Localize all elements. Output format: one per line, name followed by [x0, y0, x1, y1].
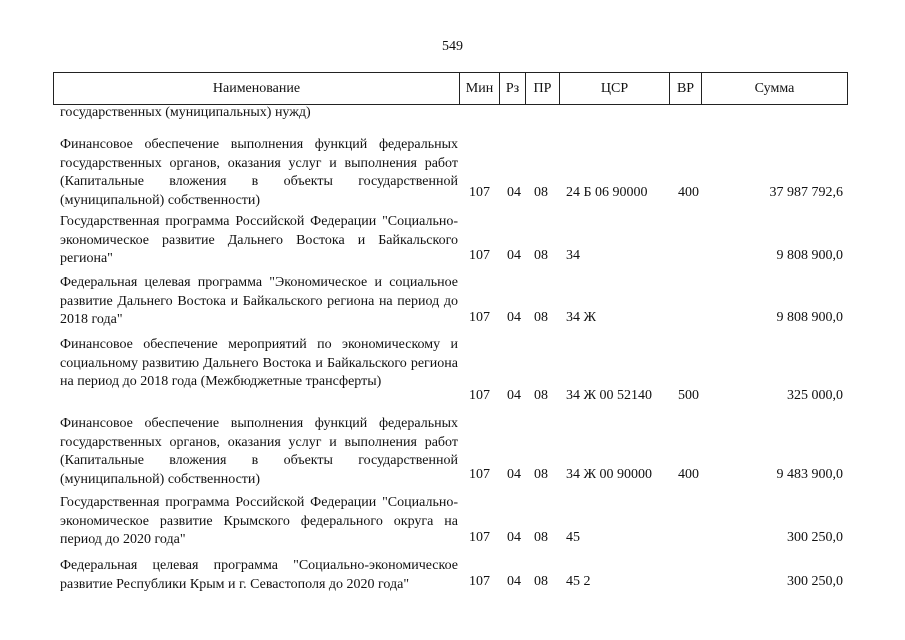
row-min: 107: [469, 310, 490, 325]
row-name: Федеральная целевая программа "Социально-экономическое развитие Республики Крым и г. Севастополя до 2020 года": [60, 558, 458, 592]
row-rz: 04: [507, 530, 521, 545]
row-csr: 34 Ж 00 52140: [566, 388, 653, 403]
table-row: [0, 494, 905, 547]
header-sum: Сумма: [754, 81, 795, 96]
table-row: [0, 274, 905, 327]
continuation-text: государственных (муниципальных) нужд): [60, 105, 311, 120]
row-vr: 400: [678, 467, 699, 482]
row-rz: 04: [507, 248, 521, 263]
table-row: [0, 557, 905, 591]
header-name: Наименование: [54, 73, 460, 104]
row-pr: 08: [534, 530, 548, 545]
table-row: [0, 136, 905, 208]
row-csr: 34: [566, 248, 580, 263]
row-csr: 34 Ж 00 90000: [566, 467, 653, 482]
row-rz: 04: [507, 185, 521, 200]
table-row: [0, 415, 905, 487]
table-row: [0, 336, 905, 405]
header-pr: ПР: [526, 73, 560, 104]
row-sum: 300 250,0: [787, 530, 843, 545]
row-min: 107: [469, 530, 490, 545]
row-name: Финансовое обеспечение мероприятий по экономическому и социальному развитию Дальнего Востока и Байкальского региона на период до 2018 года (Межбюджетные трансферты): [60, 337, 458, 389]
header-vr: ВР: [670, 73, 702, 104]
row-pr: 08: [534, 185, 548, 200]
row-sum: 300 250,0: [787, 574, 843, 589]
table-row: [0, 213, 905, 265]
row-pr: 08: [534, 310, 548, 325]
row-pr: 08: [534, 467, 548, 482]
row-min: 107: [469, 574, 490, 589]
row-min: 107: [469, 248, 490, 263]
table-header: [53, 72, 848, 105]
row-vr: 500: [678, 388, 699, 403]
row-sum: 9 808 900,0: [776, 248, 843, 263]
row-csr: 34 Ж: [566, 310, 597, 325]
row-sum: 9 483 900,0: [776, 467, 843, 482]
row-min: 107: [469, 467, 490, 482]
row-name: Государственная программа Российской Федерации "Социально-экономическое развитие Дальнего Востока и Байкальского региона": [60, 214, 458, 266]
row-rz: 04: [507, 574, 521, 589]
row-rz: 04: [507, 467, 521, 482]
row-vr: 400: [678, 185, 699, 200]
row-pr: 08: [534, 248, 548, 263]
row-name: Финансовое обеспечение выполнения функций федеральных государственных органов, оказания услуг и выполнения работ (Капитальные вложения в объекты государственной (муниципальной) собственности): [60, 416, 458, 487]
row-sum: 9 808 900,0: [776, 310, 843, 325]
header-rz: Рз: [500, 73, 526, 104]
continuation-row: [0, 104, 905, 123]
row-min: 107: [469, 388, 490, 403]
page-number: 549: [442, 39, 463, 54]
row-sum: 325 000,0: [787, 388, 843, 403]
row-rz: 04: [507, 388, 521, 403]
row-name: Федеральная целевая программа "Экономическое и социальное развитие Дальнего Востока и Байкальского региона на период до 2018 года": [60, 275, 458, 327]
header-min: Мин: [460, 73, 500, 104]
row-csr: 24 Б 06 90000: [566, 185, 648, 200]
header-csr: ЦСР: [560, 73, 670, 104]
row-csr: 45: [566, 530, 580, 545]
row-csr: 45 2: [566, 574, 591, 589]
row-pr: 08: [534, 388, 548, 403]
row-min: 107: [469, 185, 490, 200]
row-rz: 04: [507, 310, 521, 325]
row-sum: 37 987 792,6: [769, 185, 843, 200]
row-pr: 08: [534, 574, 548, 589]
row-name: Государственная программа Российской Федерации "Социально-экономическое развитие Крымского федерального округа на период до 2020 года": [60, 495, 458, 547]
row-name: Финансовое обеспечение выполнения функций федеральных государственных органов, оказания услуг и выполнения работ (Капитальные вложения в объекты государственной (муниципальной) собственности): [60, 137, 458, 208]
